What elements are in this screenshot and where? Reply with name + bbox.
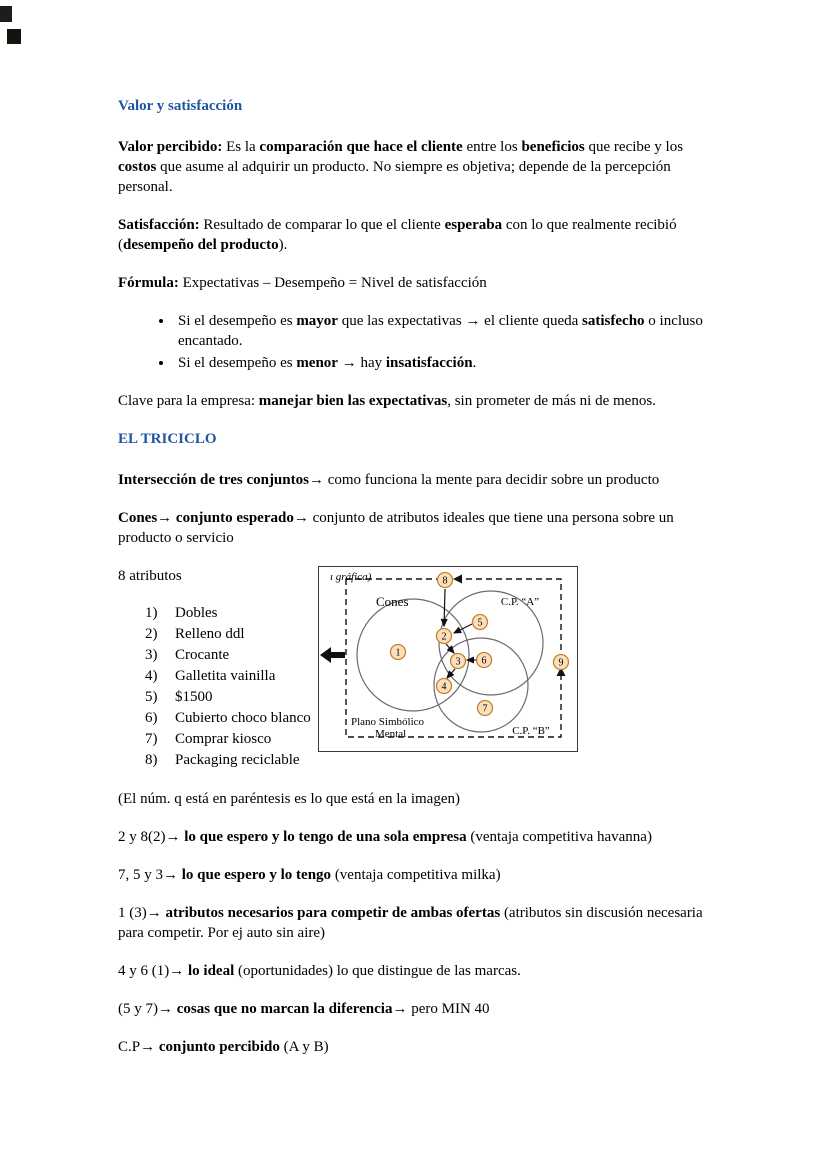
- svg-text:8: 8: [442, 575, 448, 587]
- document-content: [118, 96, 710, 1075]
- section-heading-valor: Valor y satisfacción: [118, 98, 243, 114]
- attribute-item: [145, 666, 318, 686]
- paragraph-1-3: 1 (3)→ atributos necesarios para competir de ambas ofertas (atributos sin discusión necesaria para competir. Por ej auto sin aire): [118, 905, 703, 941]
- paragraph-2y8: 2 y 8(2)→ lo que espero y lo tengo de una sola empresa (ventaja competitiva havanna): [118, 829, 652, 845]
- attribute-item: [145, 603, 318, 623]
- paragraph-interseccion: Intersección de tres conjuntos→ como funciona la mente para decidir sobre un producto: [118, 472, 660, 488]
- page-corner-mark: [7, 29, 21, 44]
- attribute-label: Relleno ddl: [175, 626, 245, 642]
- cp-b-label: C.P. “B”: [512, 725, 550, 737]
- bullet-item-menor: • Si el desempeño es menor → hay insatisfacción.: [174, 353, 710, 373]
- attribute-item: [145, 687, 318, 707]
- svg-text:9: 9: [558, 657, 564, 669]
- bullet-item-mayor: • Si el desempeño es mayor que las expectativas → el cliente queda satisfecho o incluso encantado.: [174, 311, 710, 351]
- svg-text:7: 7: [482, 703, 488, 715]
- venn-diagram-box: [318, 566, 578, 752]
- attributes-and-diagram-row: [118, 566, 710, 771]
- page-corner-mark: [0, 6, 12, 22]
- attribute-number: 3): [145, 647, 158, 663]
- attribute-label: Dobles: [175, 605, 218, 621]
- arrow-8-to-2: [444, 589, 445, 626]
- number-badge-2: [437, 629, 452, 644]
- svg-text:2: 2: [441, 631, 447, 643]
- venn-diagram: [319, 567, 577, 751]
- paragraph-7-5-3: 7, 5 y 3→ lo que espero y lo tengo (ventaja competitiva milka): [118, 867, 501, 883]
- number-badge-4: [437, 679, 452, 694]
- svg-text:3: 3: [455, 656, 461, 668]
- attribute-label: Galletita vainilla: [175, 668, 276, 684]
- number-badge-3: [451, 654, 466, 669]
- attribute-number: 1): [145, 605, 158, 621]
- attributes-column: [118, 566, 318, 771]
- paragraph-valor-percibido: Valor percibido: Es la comparación que hace el cliente entre los beneficios que recibe y los costos que asume al adquirir un producto. No siempre es objetiva; depende de la percepción personal.: [118, 139, 684, 195]
- attribute-number: 7): [145, 731, 158, 747]
- cones-label: Cones: [376, 594, 409, 609]
- number-badge-5: [473, 615, 488, 630]
- attribute-label: Cubierto choco blanco: [175, 710, 311, 726]
- attribute-item: [145, 624, 318, 644]
- paragraph-clave: Clave para la empresa: manejar bien las expectativas, sin prometer de más ni de menos.: [118, 393, 656, 409]
- attribute-item: [145, 708, 318, 728]
- plano-mental-label: Mental: [375, 728, 407, 740]
- cp-a-label: C.P. “A”: [500, 596, 540, 608]
- attribute-item: [145, 645, 318, 665]
- attribute-label: Packaging reciclable: [175, 752, 300, 768]
- section-heading-triciclo: EL TRICICLO: [118, 431, 217, 447]
- attribute-label: Crocante: [175, 647, 230, 663]
- number-badge-6: [477, 653, 492, 668]
- bold-left-arrow: [320, 647, 345, 663]
- paragraph-nota: (El núm. q está en paréntesis es lo que está en la imagen): [118, 791, 460, 807]
- attribute-list: [118, 603, 318, 770]
- attribute-number: 2): [145, 626, 158, 642]
- attribute-number: 8): [145, 752, 158, 768]
- svg-text:4: 4: [441, 681, 447, 693]
- diagram-caption: ı gráfica): [330, 571, 372, 583]
- attribute-number: 4): [145, 668, 158, 684]
- bullet-list: [118, 311, 710, 373]
- number-badge-1: [391, 645, 406, 660]
- arrow-5-to-2: [454, 624, 472, 633]
- paragraph-satisfaccion: Satisfacción: Resultado de comparar lo que el cliente esperaba con lo que realmente recibió (desempeño del producto).: [118, 217, 677, 253]
- paragraph-formula: Fórmula: Expectativas – Desempeño = Nivel de satisfacción: [118, 275, 487, 291]
- attribute-number: 6): [145, 710, 158, 726]
- number-badge-7: [478, 701, 493, 716]
- number-badge-8: [438, 573, 453, 588]
- attribute-label: $1500: [175, 689, 213, 705]
- plano-simbolico-label: Plano Simbólico: [351, 716, 425, 728]
- paragraph-4y6: 4 y 6 (1)→ lo ideal (oportunidades) lo que distingue de las marcas.: [118, 963, 521, 979]
- attributes-title: 8 atributos: [118, 568, 182, 584]
- svg-text:1: 1: [395, 647, 401, 659]
- paragraph-cp: C.P→ conjunto percibido (A y B): [118, 1039, 329, 1055]
- number-badge-9: [554, 655, 569, 670]
- attribute-item: [145, 750, 318, 770]
- paragraph-cones: Cones→ conjunto esperado→ conjunto de atributos ideales que tiene una persona sobre un producto o servicio: [118, 510, 674, 546]
- paragraph-5y7: (5 y 7)→ cosas que no marcan la diferencia→ pero MIN 40: [118, 1001, 490, 1017]
- attribute-label: Comprar kiosco: [175, 731, 272, 747]
- svg-text:6: 6: [481, 655, 487, 667]
- svg-text:5: 5: [477, 617, 483, 629]
- attribute-number: 5): [145, 689, 158, 705]
- circle-cones: [357, 599, 469, 711]
- dashed-arrowhead-to-8: [453, 575, 462, 584]
- attribute-item: [145, 729, 318, 749]
